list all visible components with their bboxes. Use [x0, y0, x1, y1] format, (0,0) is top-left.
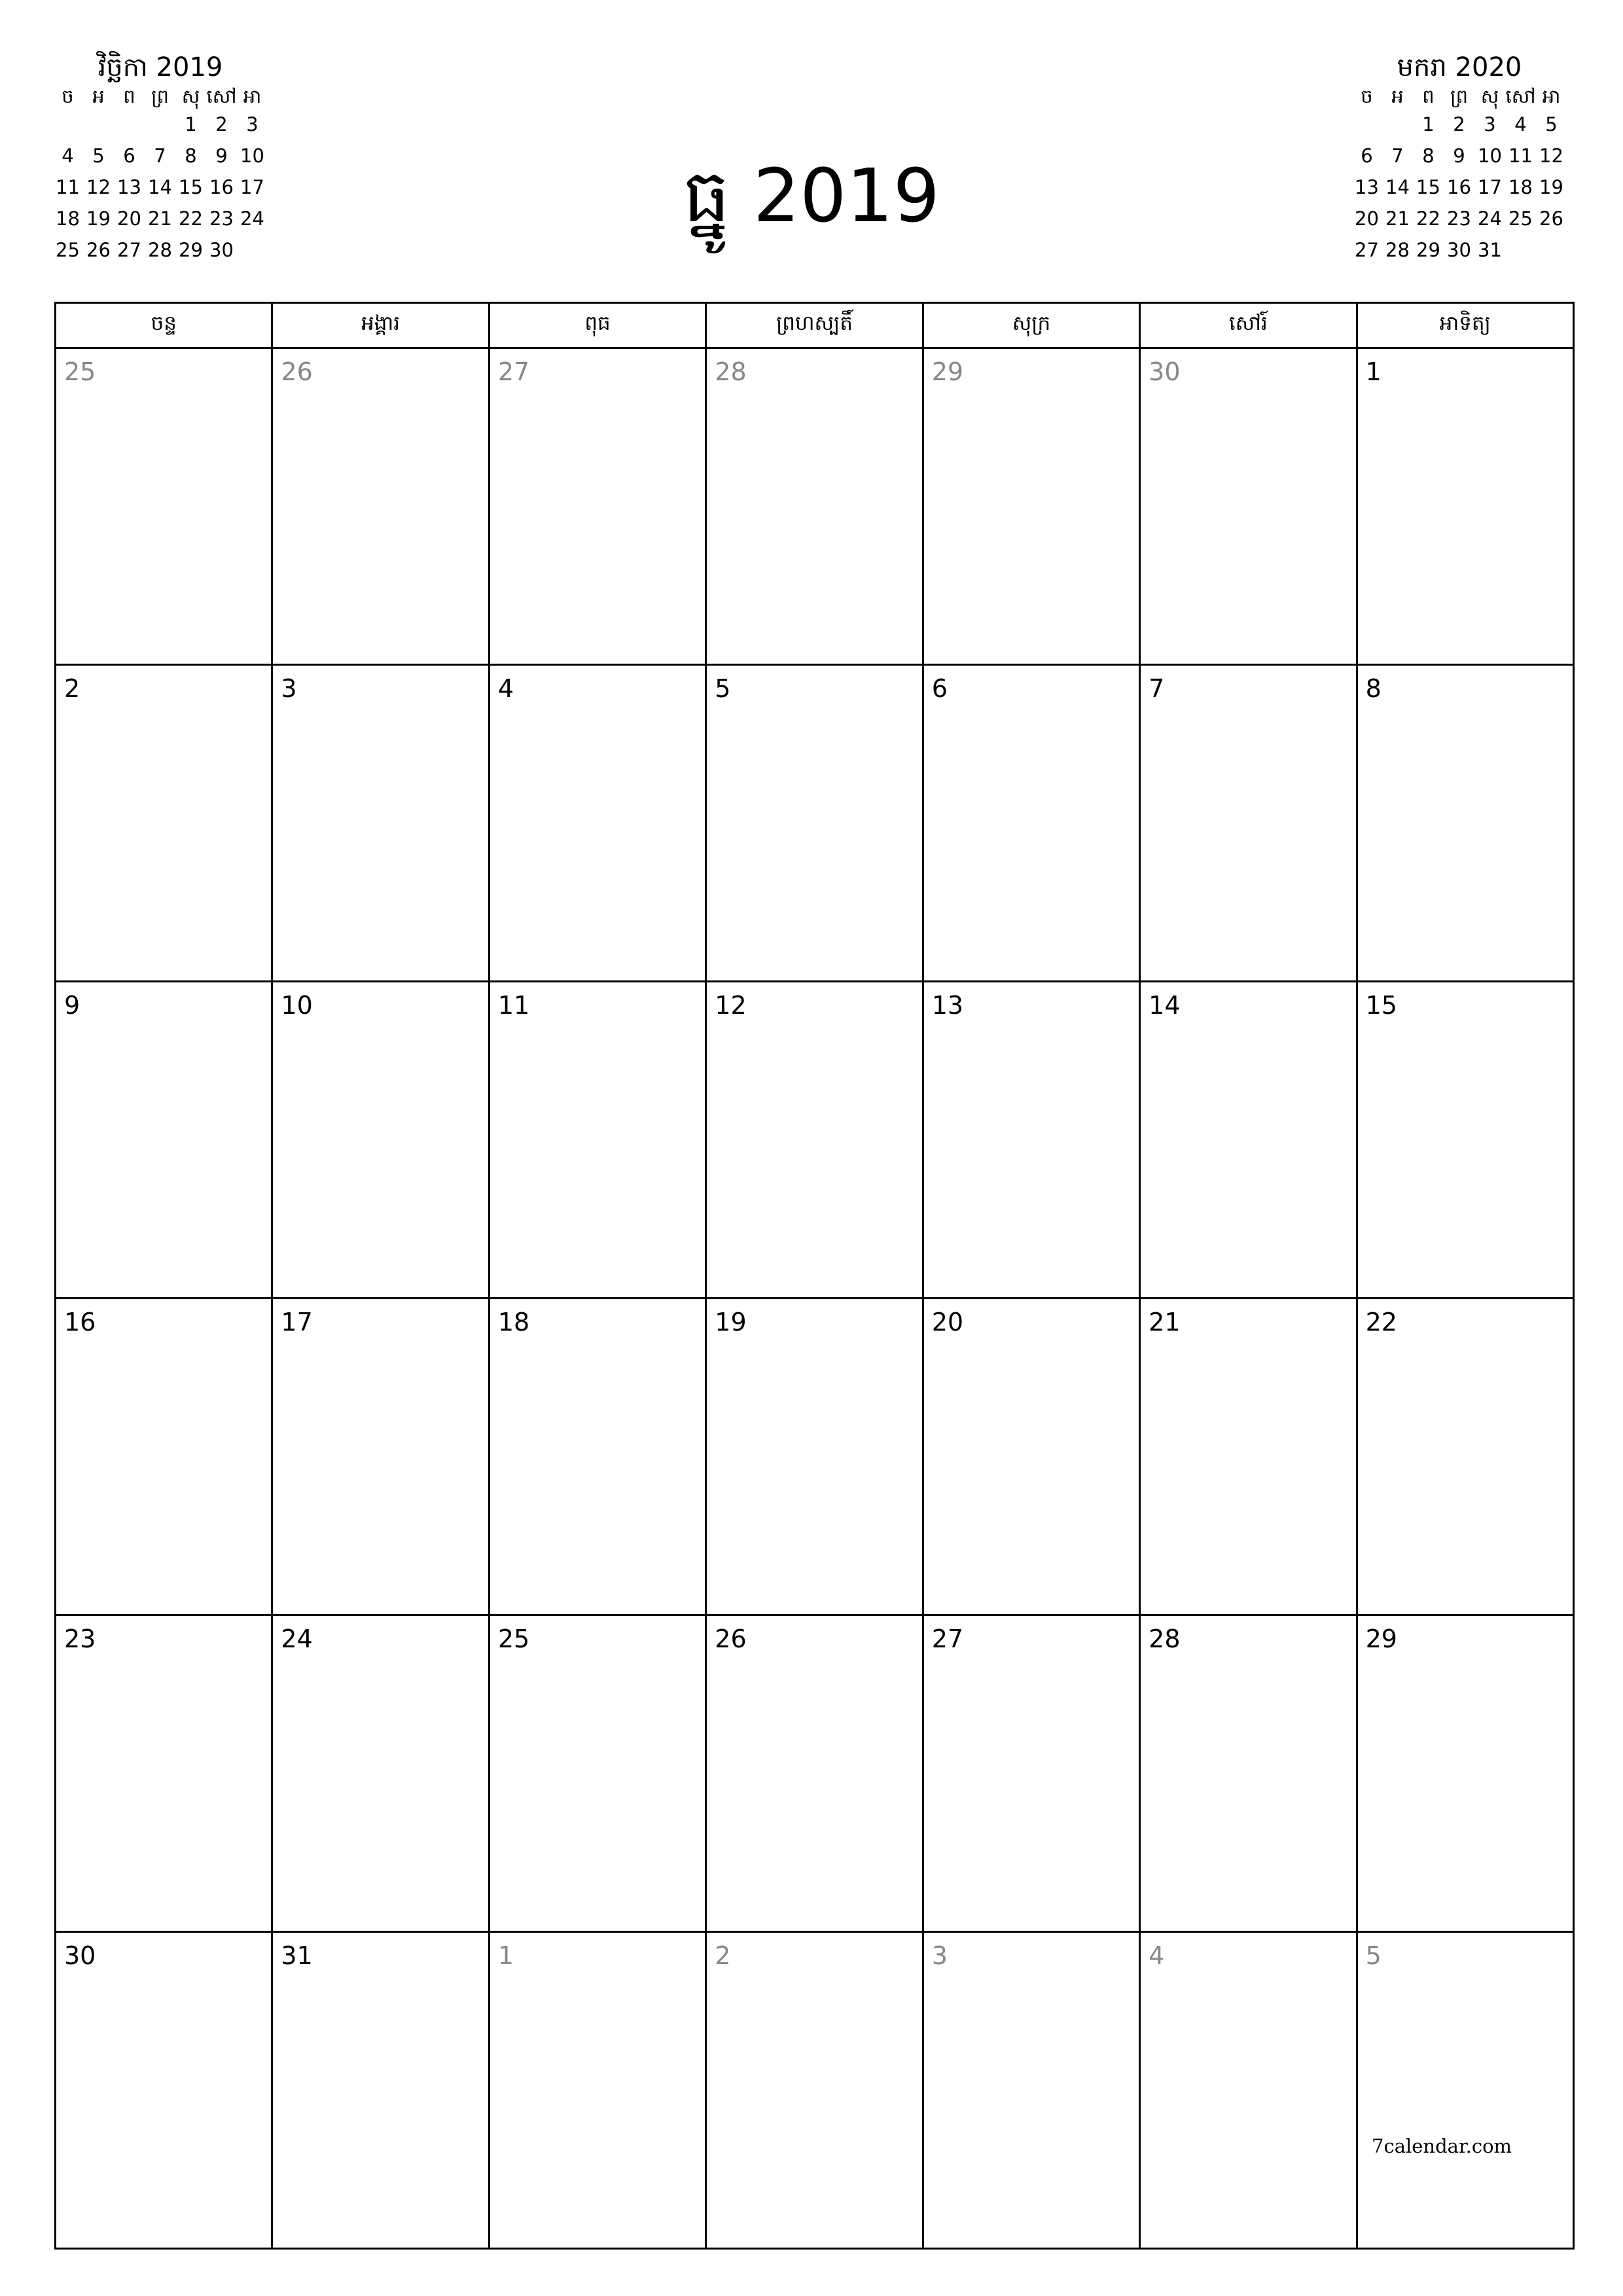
mini-day: 25 — [1508, 207, 1533, 230]
mini-day: 2 — [215, 113, 228, 135]
day-cell[interactable] — [707, 982, 923, 1299]
day-number: 27 — [497, 357, 530, 386]
mini-weekday-label: ច — [1361, 85, 1373, 107]
day-number: 6 — [931, 674, 948, 703]
day-number: 2 — [715, 1941, 731, 1970]
day-cell-other-month[interactable] — [273, 349, 490, 666]
day-number: 26 — [715, 1624, 747, 1653]
day-cell[interactable] — [1358, 1299, 1575, 1616]
mini-day: 4 — [1514, 113, 1527, 135]
mini-weekday-label: សៅ — [1505, 85, 1536, 107]
mini-day: 26 — [1539, 207, 1563, 230]
mini-day: 14 — [148, 176, 172, 198]
mini-weekday-label: អ — [1391, 85, 1404, 107]
mini-day: 31 — [1478, 239, 1502, 261]
weekday-header: ពុធ — [490, 304, 707, 349]
mini-weekday-label: អ — [92, 85, 105, 107]
mini-day: 30 — [1447, 239, 1471, 261]
mini-day: 7 — [154, 145, 166, 167]
day-number: 5 — [715, 674, 731, 703]
mini-day: 24 — [1478, 207, 1502, 230]
mini-day — [1351, 109, 1382, 140]
day-cell[interactable] — [56, 1299, 273, 1616]
mini-day: 7 — [1391, 145, 1404, 167]
day-number: 3 — [281, 674, 297, 703]
mini-day: 28 — [1385, 239, 1410, 261]
weekday-header: ចន្ទ — [56, 304, 273, 349]
day-cell-other-month[interactable] — [1141, 349, 1357, 666]
mini-day: 25 — [56, 239, 80, 261]
mini-day: 12 — [86, 176, 111, 198]
mini-day: 20 — [1355, 207, 1379, 230]
footer-credit: 7calendar.com — [1372, 2135, 1512, 2157]
day-cell[interactable] — [56, 1616, 273, 1933]
day-cell[interactable] — [56, 1933, 273, 2250]
mini-weekday-label: សៅ — [206, 85, 237, 107]
day-cell[interactable] — [273, 982, 490, 1299]
page-title: ធ្នូ 2019 — [683, 154, 940, 239]
mini-day: 1 — [185, 113, 197, 135]
mini-day — [114, 109, 145, 140]
day-number: 10 — [281, 991, 313, 1020]
day-cell[interactable] — [56, 982, 273, 1299]
mini-day: 18 — [56, 207, 80, 230]
day-number: 11 — [497, 991, 530, 1020]
mini-day: 13 — [117, 176, 141, 198]
weekday-header-row — [56, 304, 1575, 349]
day-number: 19 — [715, 1308, 747, 1336]
mini-day — [52, 109, 83, 140]
mini-day: 17 — [240, 176, 264, 198]
mini-day: 23 — [209, 207, 234, 230]
day-cell[interactable] — [707, 1299, 923, 1616]
day-number: 28 — [715, 357, 747, 386]
day-cell-other-month[interactable] — [707, 349, 923, 666]
day-number: 4 — [497, 674, 514, 703]
day-cell[interactable] — [924, 666, 1141, 982]
mini-day — [145, 109, 175, 140]
day-cell-other-month[interactable] — [924, 1933, 1141, 2250]
mini-day: 18 — [1508, 176, 1533, 198]
day-number: 15 — [1365, 991, 1397, 1020]
mini-day: 9 — [1453, 145, 1465, 167]
day-number: 24 — [281, 1624, 313, 1653]
mini-day — [83, 109, 114, 140]
weekday-header: អង្គារ — [273, 304, 490, 349]
calendar-body — [56, 349, 1575, 2250]
mini-day: 27 — [117, 239, 141, 261]
day-number: 2 — [64, 674, 80, 703]
mini-day: 12 — [1539, 145, 1563, 167]
mini-calendar-next-grid — [1351, 84, 1567, 266]
mini-day: 19 — [86, 207, 111, 230]
mini-weekday-label: អា — [1542, 85, 1561, 107]
day-cell-other-month[interactable] — [707, 1933, 923, 2250]
mini-day: 14 — [1385, 176, 1410, 198]
day-cell[interactable] — [490, 666, 707, 982]
mini-day: 3 — [1484, 113, 1496, 135]
mini-weekday-label: ព្រ — [1450, 85, 1469, 107]
day-number: 9 — [64, 991, 80, 1020]
day-number: 30 — [64, 1941, 96, 1970]
day-cell-other-month[interactable] — [1141, 1933, 1357, 2250]
day-cell-other-month[interactable] — [490, 349, 707, 666]
mini-day: 11 — [1508, 145, 1533, 167]
day-cell-other-month[interactable] — [924, 349, 1141, 666]
mini-day: 21 — [148, 207, 172, 230]
day-number: 29 — [1365, 1624, 1397, 1653]
mini-day: 15 — [179, 176, 203, 198]
day-number: 7 — [1149, 674, 1165, 703]
day-number: 29 — [931, 357, 964, 386]
day-cell-other-month[interactable] — [56, 349, 273, 666]
day-number: 1 — [497, 1941, 514, 1970]
day-number: 12 — [715, 991, 747, 1020]
mini-day — [1536, 234, 1567, 266]
day-number: 4 — [1149, 1941, 1165, 1970]
mini-weekday-label: ច — [62, 85, 74, 107]
weekday-header: សៅរ៍ — [1141, 304, 1357, 349]
day-cell[interactable] — [707, 666, 923, 982]
day-number: 25 — [64, 357, 96, 386]
mini-day — [1382, 109, 1413, 140]
mini-day: 10 — [1478, 145, 1502, 167]
day-number: 22 — [1365, 1308, 1397, 1336]
mini-day: 22 — [179, 207, 203, 230]
day-cell[interactable] — [1141, 666, 1357, 982]
day-cell[interactable] — [273, 1933, 490, 2250]
month-calendar-grid — [54, 302, 1575, 2250]
mini-day: 20 — [117, 207, 141, 230]
mini-weekday-label: អា — [243, 85, 262, 107]
mini-day: 13 — [1355, 176, 1379, 198]
day-number: 1 — [1365, 357, 1382, 386]
mini-day: 10 — [240, 145, 264, 167]
day-cell-other-month[interactable] — [1358, 1933, 1575, 2250]
mini-day: 4 — [62, 145, 74, 167]
mini-calendar-next-title: មករា 2020 — [1397, 52, 1522, 82]
mini-day: 24 — [240, 207, 264, 230]
day-cell[interactable] — [273, 666, 490, 982]
day-cell[interactable] — [273, 1299, 490, 1616]
mini-weekday-label: ព — [123, 85, 135, 107]
mini-day: 23 — [1447, 207, 1471, 230]
mini-day: 22 — [1416, 207, 1440, 230]
mini-day — [1505, 234, 1536, 266]
day-cell[interactable] — [1141, 1299, 1357, 1616]
day-number: 8 — [1365, 674, 1382, 703]
mini-day: 5 — [92, 145, 105, 167]
mini-day: 8 — [185, 145, 197, 167]
day-number: 20 — [931, 1308, 964, 1336]
mini-calendar-next-month — [1351, 51, 1567, 266]
day-number: 13 — [931, 991, 964, 1020]
mini-day: 6 — [1361, 145, 1373, 167]
mini-day: 2 — [1453, 113, 1465, 135]
day-number: 31 — [281, 1941, 313, 1970]
mini-day: 26 — [86, 239, 111, 261]
mini-day: 29 — [1416, 239, 1440, 261]
day-cell[interactable] — [924, 982, 1141, 1299]
weekday-header: អាទិត្យ — [1358, 304, 1575, 349]
day-number: 27 — [931, 1624, 964, 1653]
mini-day: 8 — [1422, 145, 1435, 167]
day-cell-other-month[interactable] — [490, 1933, 707, 2250]
day-number: 14 — [1149, 991, 1181, 1020]
day-cell[interactable] — [924, 1299, 1141, 1616]
day-cell[interactable] — [1358, 1616, 1575, 1933]
day-number: 5 — [1365, 1941, 1382, 1970]
mini-day: 16 — [209, 176, 234, 198]
day-cell[interactable] — [273, 1616, 490, 1933]
day-cell[interactable] — [707, 1616, 923, 1933]
mini-weekday-label: សុ — [181, 85, 200, 107]
mini-weekday-label: ព្រ — [151, 85, 169, 107]
mini-calendar-prev-title: វិច្ឆិកា 2019 — [98, 52, 223, 82]
mini-day: 1 — [1422, 113, 1435, 135]
mini-day: 15 — [1416, 176, 1440, 198]
day-number: 17 — [281, 1308, 313, 1336]
day-number: 18 — [497, 1308, 530, 1336]
mini-day: 30 — [209, 239, 234, 261]
day-number: 28 — [1149, 1624, 1181, 1653]
weekday-header: សុក្រ — [924, 304, 1141, 349]
day-cell[interactable] — [1358, 349, 1575, 666]
day-number: 25 — [497, 1624, 530, 1653]
day-cell[interactable] — [490, 982, 707, 1299]
day-cell[interactable] — [490, 1299, 707, 1616]
mini-day: 27 — [1355, 239, 1379, 261]
mini-day: 9 — [215, 145, 228, 167]
mini-day: 3 — [246, 113, 259, 135]
day-number: 3 — [931, 1941, 948, 1970]
mini-day: 16 — [1447, 176, 1471, 198]
mini-day: 11 — [56, 176, 80, 198]
day-cell[interactable] — [1141, 1616, 1357, 1933]
day-number: 23 — [64, 1624, 96, 1653]
day-cell[interactable] — [924, 1616, 1141, 1933]
mini-day: 21 — [1385, 207, 1410, 230]
day-cell[interactable] — [1358, 982, 1575, 1299]
day-cell[interactable] — [1141, 982, 1357, 1299]
day-number: 16 — [64, 1308, 96, 1336]
day-number: 30 — [1149, 357, 1181, 386]
mini-day: 28 — [148, 239, 172, 261]
mini-day: 19 — [1539, 176, 1563, 198]
day-number: 21 — [1149, 1308, 1181, 1336]
mini-weekday-label: ព — [1422, 85, 1435, 107]
day-cell[interactable] — [56, 666, 273, 982]
day-cell[interactable] — [490, 1616, 707, 1933]
mini-day: 29 — [179, 239, 203, 261]
mini-day: 5 — [1545, 113, 1558, 135]
weekday-header: ព្រហស្បតិ៍ — [707, 304, 923, 349]
day-cell[interactable] — [1358, 666, 1575, 982]
mini-day: 17 — [1478, 176, 1502, 198]
day-number: 26 — [281, 357, 313, 386]
mini-weekday-label: សុ — [1480, 85, 1499, 107]
mini-day: 6 — [123, 145, 135, 167]
